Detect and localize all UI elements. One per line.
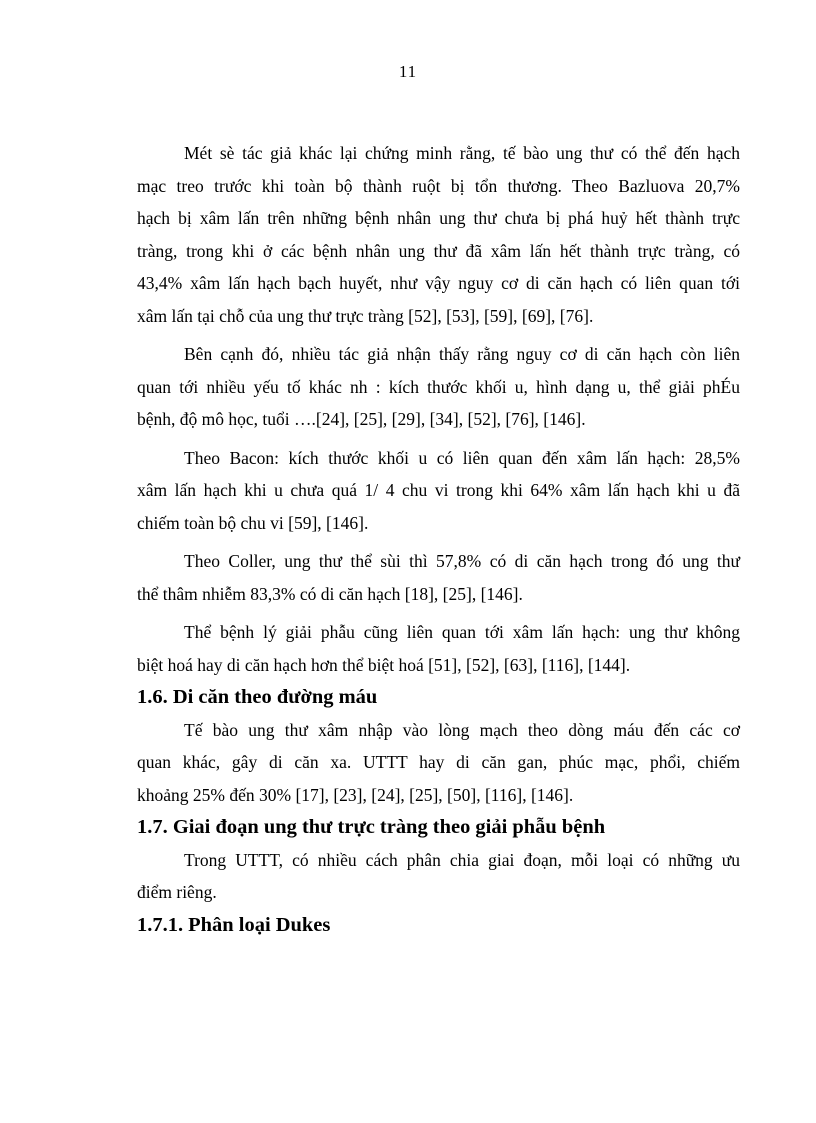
- text-line: Tế bào ung thư xâm nhập vào lòng mạch theo dòng máu đến các cơ: [184, 719, 740, 740]
- text-line: biệt hoá hay di căn hạch hơn thể biệt hoá [51], [52], [63], [116], [144].: [137, 654, 631, 675]
- text-line: hạch bị xâm lấn trên những bệnh nhân ung thư chưa bị phá huỷ hết thành trực: [137, 208, 740, 228]
- text-line: thể thâm nhiễm 83,3% có di căn hạch [18], [25], [146].: [137, 583, 523, 604]
- text-line: Theo Bacon: kích thước khối u có liên quan đến xâm lấn hạch: 28,5%: [184, 447, 740, 468]
- text-line: khoảng 25% đến 30% [17], [23], [24], [25], [50], [116], [146].: [137, 784, 574, 805]
- paragraph-bacon: [137, 442, 740, 540]
- text-line: 43,4% xâm lấn hạch bạch huyết, như vậy nguy cơ di căn hạch có liên quan tới: [137, 273, 740, 293]
- text-line: quan tới nhiều yếu tố khác nh : kích thước khối u, hình dạng u, thể giải phÉu: [137, 376, 740, 397]
- text-line: chiếm toàn bộ chu vi [59], [146].: [137, 512, 369, 533]
- page-number: 11: [398, 62, 418, 81]
- paragraph-staging: [137, 844, 740, 909]
- paragraph-coller: [137, 545, 740, 610]
- text-line: xâm lấn hạch khi u chưa quá 1/ 4 chu vi trong khi 64% xâm lấn hạch khi u đã: [137, 480, 740, 500]
- text-line: xâm lấn tại chỗ của ung thư trực tràng [52], [53], [59], [69], [76].: [137, 305, 594, 326]
- text-line: Mét sè tác giả khác lại chứng minh rằng, tế bào ung thư có thể đến hạch: [184, 143, 740, 163]
- text-line: bệnh, độ mô học, tuổi ….[24], [25], [29], [34], [52], [76], [146].: [137, 409, 586, 429]
- text-line: Theo Coller, ung thư thể sùi thì 57,8% có di căn hạch trong đó ung thư: [184, 551, 740, 571]
- document-body: [137, 137, 740, 941]
- paragraph-metastasis-mesentery: [137, 137, 740, 332]
- text-line: Thể bệnh lý giải phẫu cũng liên quan tới xâm lấn hạch: ung thư không: [184, 622, 740, 642]
- section-heading-1-7: 1.7. Giai đoạn ung thư trực tràng theo giải phẫu bệnh: [137, 816, 606, 838]
- paragraph-pathology: [137, 616, 740, 681]
- text-line: điểm riêng.: [137, 882, 217, 902]
- section-heading-1-7-1: 1.7.1. Phân loại Dukes: [137, 913, 331, 936]
- text-line: mạc treo trước khi toàn bộ thành ruột bị tổn thương. Theo Bazluova 20,7%: [137, 175, 740, 196]
- text-line: tràng, trong khi ở các bệnh nhân ung thư đã xâm lấn hết thành trực tràng, có: [137, 240, 740, 261]
- paragraph-blood-metastasis: [137, 714, 740, 812]
- section-heading-1-6: 1.6. Di căn theo đường máu: [137, 686, 378, 708]
- text-line: Trong UTTT, có nhiều cách phân chia giai đoạn, mỗi loại có những ưu: [184, 849, 740, 870]
- text-line: Bên cạnh đó, nhiều tác giả nhận thấy rằng nguy cơ di căn hạch còn liên: [184, 344, 740, 364]
- paragraph-other-factors: [137, 338, 740, 436]
- text-line: quan khác, gây di căn xa. UTTT hay di căn gan, phúc mạc, phổi, chiếm: [137, 752, 740, 772]
